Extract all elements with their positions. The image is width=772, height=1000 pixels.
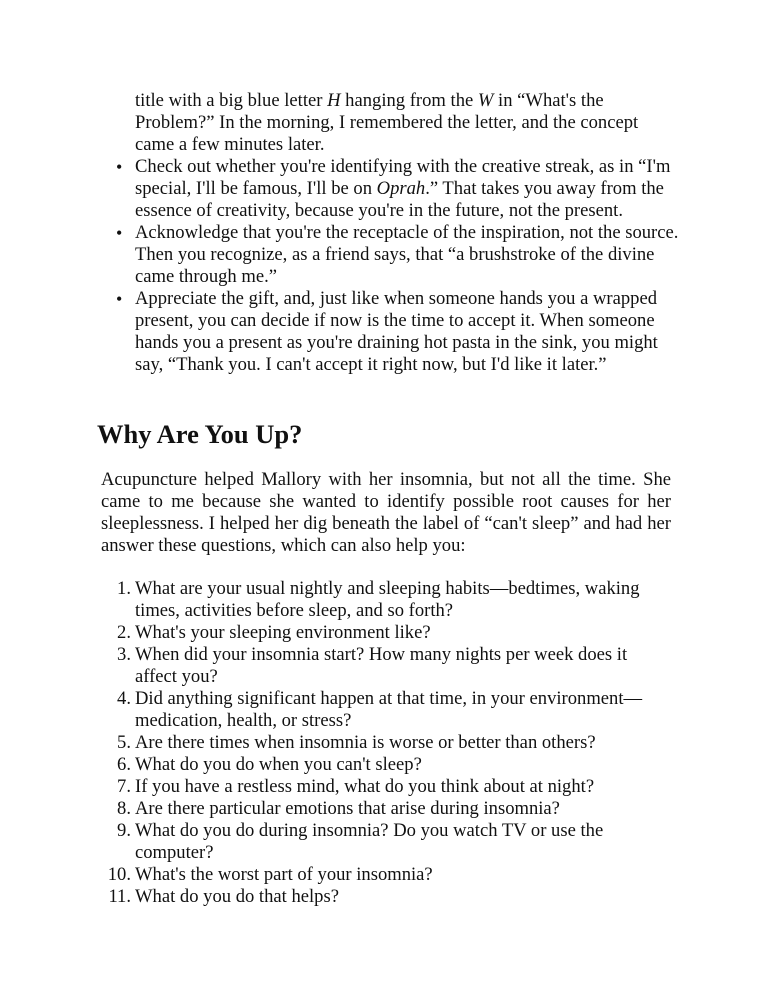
bullet-item: • Acknowledge that you're the receptacle of the inspiration, not the source. Then you recognize, as a friend says, that “a brushstroke of the divine came through me.” (135, 222, 680, 288)
list-item (0, 886, 655, 908)
list-item-text: What do you do that helps? (135, 886, 339, 907)
list-item-text: What are your usual nightly and sleeping habits—bedtimes, waking times, activities before sleep, and so forth? (135, 578, 640, 621)
list-item (0, 798, 655, 820)
list-item-text: Did anything significant happen at that time, in your environment—medication, health, or stress? (135, 688, 643, 731)
list-item (0, 732, 655, 754)
list-item-text: When did your insomnia start? How many nights per week does it affect you? (135, 644, 628, 687)
list-number: 10. (107, 864, 131, 885)
list-item (0, 622, 655, 644)
continued-bullet-text (135, 90, 675, 156)
list-item-text: What do you do during insomnia? Do you watch TV or use the computer? (135, 820, 604, 863)
list-number: 3. (117, 644, 131, 665)
list-number: 1. (117, 578, 131, 599)
list-number: 7. (117, 776, 131, 797)
text-fragment: hanging from the (340, 90, 478, 111)
list-item (0, 578, 655, 622)
list-number: 5. (117, 732, 131, 753)
section-heading: Why Are You Up? (97, 419, 303, 449)
list-number: 8. (117, 798, 131, 819)
list-item-text: What do you do when you can't sleep? (135, 754, 422, 775)
list-item-text: If you have a restless mind, what do you think about at night? (135, 776, 595, 797)
italic-letter-w: W (477, 90, 494, 111)
text-fragment: in “What's the Problem?” In the morning, I remembered the letter, and the concept came a few minutes later. (135, 90, 639, 155)
list-item-text: Are there times when insomnia is worse or better than others? (135, 732, 596, 753)
section-intro-paragraph: Acupuncture helped Mallory with her insomnia, but not all the time. She came to me because she wanted to identify possible root causes for her sleeplessness. I helped her dig beneath the label of “can't sleep” and had her answer these questions, which can also help you: (101, 469, 671, 556)
text-fragment: .” That takes you away from the essence of creativity, because you're in the future, not the present. (135, 178, 664, 221)
list-item (0, 864, 655, 886)
list-item (0, 754, 655, 776)
list-number: 2. (117, 622, 131, 643)
list-item-text: What's the worst part of your insomnia? (135, 864, 433, 885)
list-item (0, 688, 655, 732)
bullet-item (135, 156, 680, 222)
list-number: 4. (117, 688, 131, 709)
list-item (0, 776, 655, 798)
list-item-text: Are there particular emotions that arise during insomnia? (135, 798, 560, 819)
tips-bullet-list (135, 156, 680, 376)
text-fragment: title with a big blue letter (135, 90, 328, 111)
questions-numbered-list (0, 578, 772, 908)
list-item-text: What's your sleeping environment like? (135, 622, 431, 643)
list-number: 6. (117, 754, 131, 775)
list-number: 11. (108, 886, 131, 907)
text-fragment: Check out whether you're identifying with the creative streak, as in “I'm special, I'll be famous, I'll be on (135, 156, 671, 199)
list-item (0, 820, 655, 864)
italic-oprah: Oprah (376, 178, 426, 199)
list-number: 9. (117, 820, 131, 841)
italic-letter-h: H (327, 90, 341, 111)
list-item (0, 644, 655, 688)
bullet-item: • Appreciate the gift, and, just like when someone hands you a wrapped present, you can decide if now is the time to accept it. When someone hands you a present as you're draining hot pasta in the sink, you might say, “Thank you. I can't accept it right now, but I'd like it later.” (135, 288, 680, 376)
